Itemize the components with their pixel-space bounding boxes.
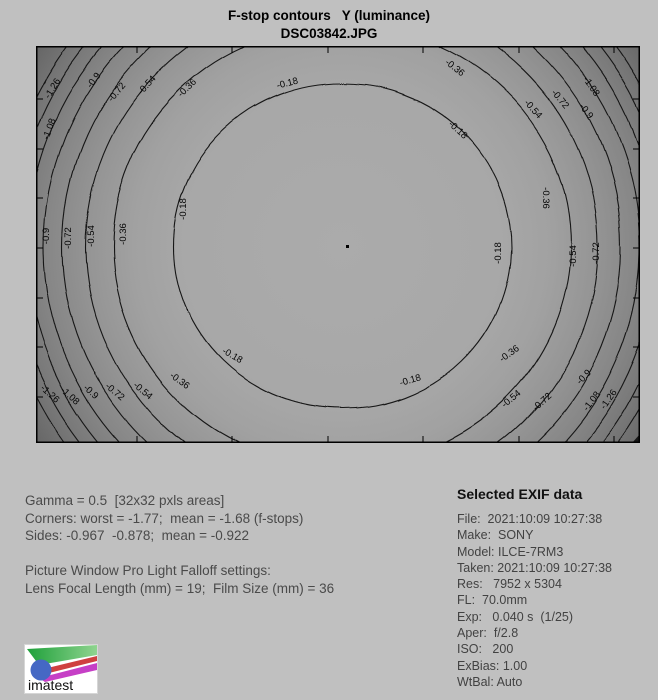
exif-line: WtBal: Auto <box>457 674 523 689</box>
chart-subtitle-filename: DSC03842.JPG <box>280 26 378 41</box>
stats-line: Lens Focal Length (mm) = 19; Film Size (mm) = 36 <box>25 580 335 596</box>
stats-line: Picture Window Pro Light Falloff settings: <box>25 563 271 578</box>
contour-label: -0.9 <box>41 227 52 245</box>
exif-line: Model: ILCE-7RM3 <box>457 544 564 559</box>
contour-label: -1.08 <box>581 389 604 414</box>
contour-label: -0.9 <box>574 367 594 387</box>
contour-label: -0.9 <box>84 70 104 91</box>
contour-label: -0.36 <box>442 57 467 80</box>
contour-label: -0.72 <box>591 242 602 264</box>
exif-line: Aper: f/2.8 <box>457 626 519 641</box>
contour-label: -0.54 <box>521 97 545 122</box>
contour-label: -0.72 <box>548 87 572 112</box>
contour-label: -0.54 <box>130 379 155 403</box>
exif-line: Res: 7952 x 5304 <box>457 577 562 592</box>
contour-label: -0.72 <box>530 390 555 414</box>
stats-line: Sides: -0.967 -0.878; mean = -0.922 <box>25 528 250 543</box>
contour-label: -0.18 <box>220 345 245 367</box>
contour-label: -1.08 <box>40 117 59 142</box>
contour-label: -0.18 <box>493 242 504 264</box>
falloff-stats-block <box>25 492 334 597</box>
exif-line: Make: SONY <box>457 528 534 543</box>
exif-line: Taken: 2021:10:09 10:27:38 <box>457 560 612 575</box>
contour-label: -0.36 <box>167 370 192 392</box>
contour-label: -0.54 <box>135 73 159 98</box>
exif-panel <box>457 486 612 690</box>
contour-label: -0.9 <box>576 101 596 122</box>
imatest-logo-graphic <box>25 645 97 693</box>
exif-heading: Selected EXIF data <box>457 486 583 502</box>
center-dot <box>346 245 349 248</box>
contour-label: -1.26 <box>42 76 64 101</box>
stats-line <box>25 545 334 563</box>
imatest-logo <box>25 645 97 693</box>
contour-label: -1.26 <box>37 382 62 406</box>
contour-label: -0.72 <box>105 80 129 105</box>
contour-label: -0.18 <box>275 75 300 92</box>
exif-lines <box>457 511 612 690</box>
contour-label: -1.26 <box>598 387 620 412</box>
exif-line: File: 2021:10:09 10:27:38 <box>457 512 603 526</box>
stats-line: Gamma = 0.5 [32x32 pxls areas] <box>25 493 225 508</box>
contour-label: -0.36 <box>175 76 199 100</box>
exif-line: ExBias: 1.00 <box>457 658 528 673</box>
contour-label: -0.72 <box>102 380 127 404</box>
logo-wordmark: imatest <box>28 677 74 693</box>
contour-label: -0.36 <box>497 343 522 365</box>
stats-line: Corners: worst = -1.77; mean = -1.68 (f-stops) <box>25 510 304 526</box>
contour-label: -0.9 <box>80 382 101 402</box>
exif-line: ISO: 200 <box>457 642 514 657</box>
contour-label: -1.08 <box>580 74 602 99</box>
contour-label: -0.36 <box>540 187 551 209</box>
contour-label: -0.72 <box>63 227 74 249</box>
contour-label: -1.08 <box>57 384 82 408</box>
contour-label: -0.54 <box>86 225 97 247</box>
contour-label: -0.54 <box>499 387 524 411</box>
exif-line: Exp: 0.040 s (1/25) <box>457 609 574 624</box>
contour-label: -0.18 <box>398 372 423 389</box>
contour-label: -0.36 <box>118 223 129 245</box>
contour-label: -0.18 <box>445 118 470 142</box>
contour-plot-canvas <box>36 46 640 443</box>
contour-plot <box>36 46 640 443</box>
chart-title: F-stop contours Y (luminance) <box>227 8 431 23</box>
exif-line: FL: 70.0mm <box>457 593 528 608</box>
contour-label: -0.54 <box>568 245 579 267</box>
contour-label: -0.18 <box>178 198 189 220</box>
